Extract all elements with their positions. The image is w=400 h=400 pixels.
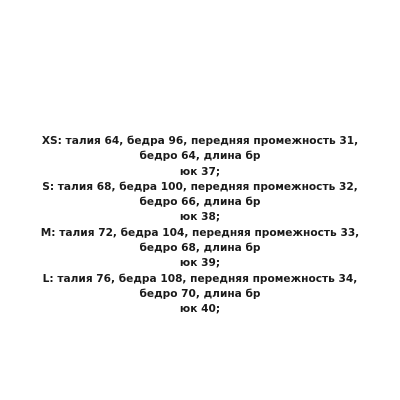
size-m-line-2: юк 39; [179,257,221,270]
size-s-line-1: S: талия 68, бедра 100, передняя промежность 32, бедро 66, длина бр [42,180,358,209]
size-l-line-1: L: талия 76, бедра 108, передняя промежность 34, бедро 70, длина бр [42,272,358,300]
size-xs-line-2: юк 37; [179,165,221,178]
size-xs-line-1: XS: талия 64, бедра 96, передняя промежность 31, бедро 64, длина бр [41,135,359,163]
size-m-line-1: M: талия 72, бедра 104, передняя промежность 33, бедро 68, длина бр [40,226,360,255]
size-l-line-2: юк 40; [179,303,221,316]
size-chart [24,134,376,318]
size-s-line-2: юк 38; [179,211,221,224]
